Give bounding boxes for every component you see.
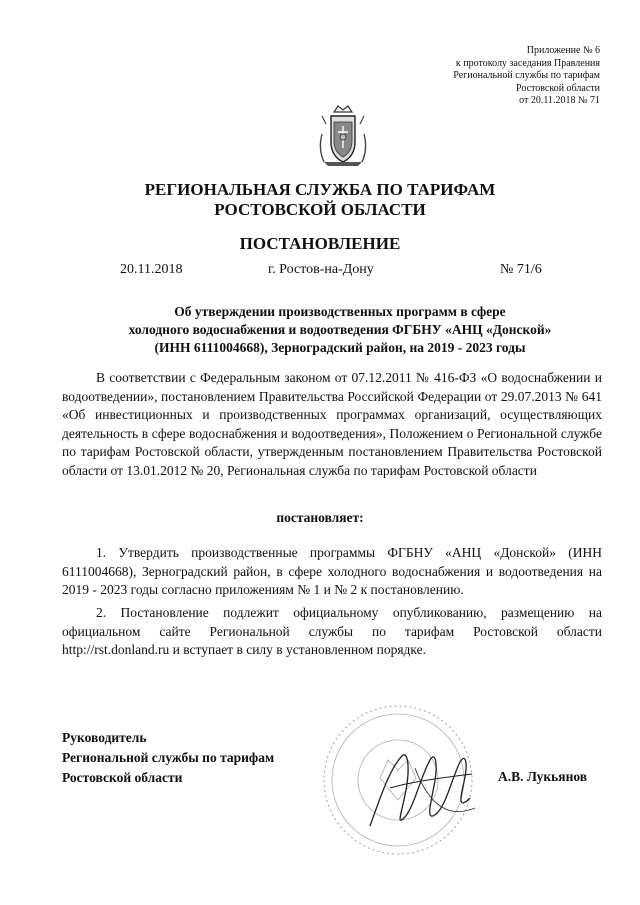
signer-name: А.В. Лукьянов (498, 769, 588, 784)
agency-name-line: РОСТОВСКОЙ ОБЛАСТИ (214, 200, 426, 219)
attachment-note (453, 45, 600, 108)
handwritten-signature-icon (360, 738, 490, 838)
agency-name (0, 180, 640, 220)
resolves-heading: постановляет: (276, 510, 364, 525)
document-date: 20.11.2018 (120, 262, 183, 277)
attachment-line: к протоколу заседания Правления (455, 57, 600, 69)
signer-title-line: Руководитель (62, 730, 147, 745)
document-subject (60, 303, 620, 357)
document-city: г. Ростов-на-Дону (268, 262, 374, 277)
signer-title-line: Региональной службы по тарифам (62, 750, 275, 765)
attachment-line: Региональной службы по тарифам (453, 70, 600, 81)
agency-name-line: РЕГИОНАЛЬНАЯ СЛУЖБА ПО ТАРИФАМ (144, 180, 496, 199)
subject-line: холодного водоснабжения и водоотведения ФГБНУ «АНЦ «Донской» (128, 322, 552, 337)
signer-title (62, 728, 274, 788)
subject-line: Об утверждении производственных программ в сфере (174, 304, 506, 319)
attachment-line: Ростовской области (516, 82, 600, 94)
resolution-item-2: 2. Постановление подлежит официальному опубликованию, размещению на официальном сайте Региональной службы по тарифам Ростовской области http://rst.donland.ru и вступает в силу в установленном порядке. (62, 605, 602, 658)
preamble-paragraph: В соответствии с Федеральным законом от 07.12.2011 № 416-ФЗ «О водоснабжении и водоотведении», постановлением Правительства Российской Федерации от 29.07.2013 № 641 «Об инвестиционных и производственных программах организаций, осуществляющих деятельность в сфере водоснабжения и водоотведения», Положением о Региональной службе по тарифам Ростовской области, утвержденным постановлением Правительства Ростовской области от 13.01.2012 № 20, Региональная служба по тарифам Ростовской области (62, 370, 602, 478)
coat-of-arms-icon (316, 104, 370, 168)
document-type: ПОСТАНОВЛЕНИЕ (239, 234, 401, 253)
resolution-item-1: 1. Утвердить производственные программы ФГБНУ «АНЦ «Донской» (ИНН 6111004668), Зерноградский район, в сфере холодного водоснабжения и водоотведения на 2019 - 2023 годы согласно приложениям № 1 и № 2 к постановлению. (62, 545, 602, 598)
attachment-line: от 20.11.2018 № 71 (519, 95, 600, 106)
document-number: № 71/6 (500, 262, 542, 277)
signer-title-line: Ростовской области (62, 770, 183, 785)
subject-line: (ИНН 6111004668), Зерноградский район, на 2019 - 2023 годы (154, 340, 526, 355)
attachment-line: Приложение № 6 (526, 45, 600, 56)
